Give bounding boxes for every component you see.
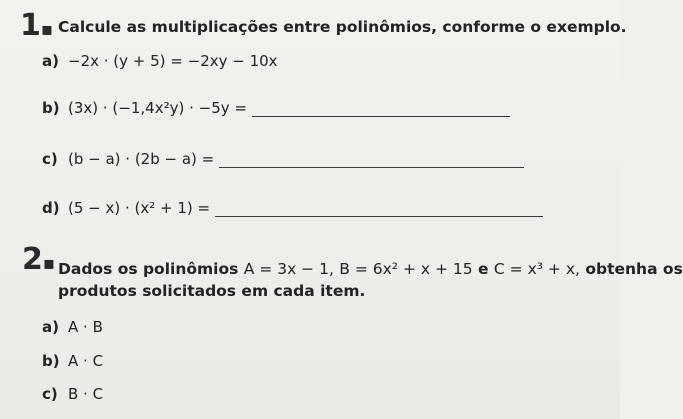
question-number-text: 2 [22, 242, 42, 277]
q2-item-a [42, 318, 103, 336]
item-label: d) [42, 199, 60, 217]
q1-item-d [42, 199, 543, 217]
item-label: a) [42, 52, 59, 70]
item-label: b) [42, 352, 60, 370]
question-1-instruction: Calcule as multiplicações entre polinômios, conforme o exemplo. [58, 18, 627, 36]
conjunction: e [478, 260, 489, 278]
q1-item-c [42, 150, 524, 168]
item-label: c) [42, 150, 58, 168]
item-expression: A · B [68, 318, 103, 336]
item-expression: (5 − x) · (x² + 1) = [68, 199, 211, 217]
answer-line[interactable] [215, 202, 543, 217]
answer-line[interactable] [252, 102, 510, 117]
q1-item-a [42, 52, 278, 70]
q1-item-b [42, 99, 510, 117]
question-2-instruction-line1 [58, 258, 683, 280]
question-number-text: 1 [20, 8, 40, 43]
polynomial-c: C = x³ + x, [493, 260, 580, 278]
item-label: c) [42, 385, 58, 403]
q2-item-c [42, 385, 103, 403]
polynomial-a: A = 3x − 1, [243, 260, 334, 278]
item-label: b) [42, 99, 60, 117]
q2-item-b [42, 352, 103, 370]
item-expression: (3x) · (−1,4x²y) · −5y = [68, 99, 247, 117]
item-expression: A · C [68, 352, 104, 370]
answer-line[interactable] [219, 153, 524, 168]
item-expression: (b − a) · (2b − a) = [68, 150, 215, 168]
question-1-number: 1▪ [20, 8, 53, 43]
intro-text: Dados os polinômios [58, 260, 239, 278]
item-expression: B · C [68, 385, 104, 403]
item-label: a) [42, 318, 59, 336]
item-expression: −2x · (y + 5) = −2xy − 10x [68, 52, 278, 70]
tail-text: obtenha os [585, 260, 683, 278]
question-2-number: 2▪ [22, 242, 55, 277]
question-2-instruction-line2: produtos solicitados em cada item. [58, 282, 366, 300]
polynomial-b: B = 6x² + x + 15 [339, 260, 473, 278]
